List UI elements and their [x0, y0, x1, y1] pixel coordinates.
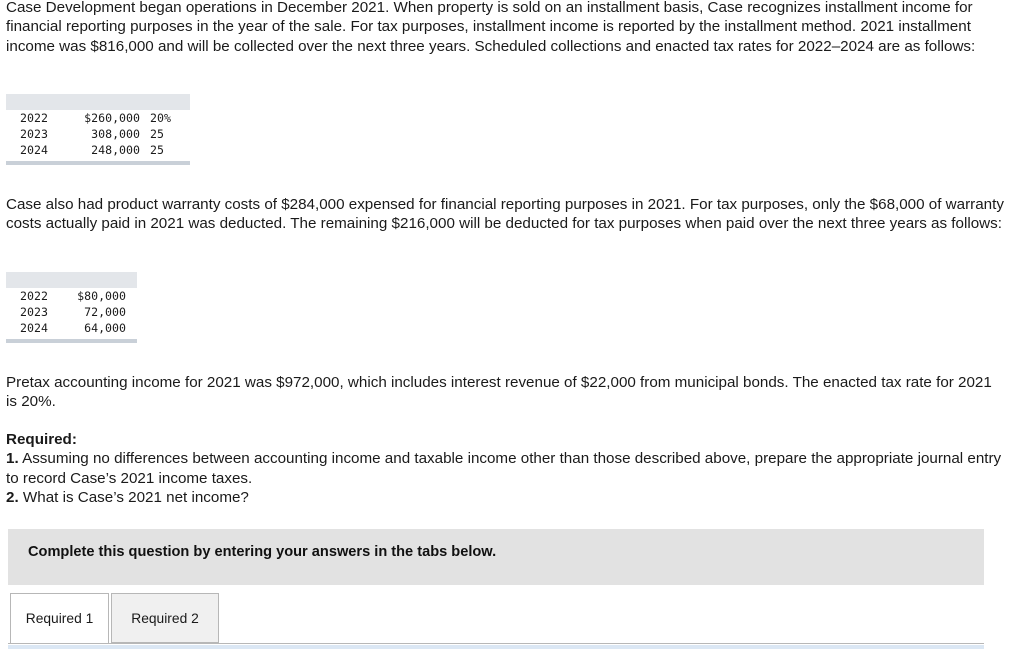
- collections-table: [6, 94, 190, 165]
- required-section: [6, 430, 1006, 507]
- item-number: 2.: [6, 488, 19, 506]
- table-row: [6, 304, 126, 320]
- item-number: 1.: [6, 450, 19, 468]
- year-cell: 2024: [20, 321, 48, 335]
- required-heading: Required:: [6, 431, 77, 448]
- amount-cell: 72,000: [84, 305, 126, 319]
- intro-paragraph: Case Development began operations in December 2021. When property is sold on an installment basis, Case recognizes installment income for financial reporting purposes in the year of the sale. For tax purposes, installment income is reported by the installment method. 2021 installment income was $816,000 and will be collected over the next three years. Scheduled collections and enacted tax rates for 2022–2024 are as follows:: [6, 0, 976, 55]
- required-item-1: [6, 449, 1006, 488]
- instructions-banner: [8, 529, 984, 585]
- table-row: [6, 320, 126, 336]
- year-cell: 2023: [20, 127, 48, 141]
- year-cell: 2023: [20, 305, 48, 319]
- banner-text: Complete this question by entering your answers in the tabs below.: [28, 544, 497, 560]
- warranty-paragraph: Case also had product warranty costs of $284,000 expensed for financial reporting purposes in 2021. For tax purposes, only the $68,000 of warranty costs actually paid in 2021 was deducted. The remaining $216,000 will be deducted for tax purposes when paid over the next three years as follows:: [6, 196, 1004, 233]
- rate-cell: 25: [150, 143, 164, 157]
- warranty-table: [6, 272, 137, 343]
- table-header-bar: [6, 94, 190, 110]
- required-item-2: [6, 488, 1006, 507]
- amount-cell: 248,000: [91, 143, 140, 157]
- amount-cell: 64,000: [84, 321, 126, 335]
- rate-cell: 25: [150, 127, 164, 141]
- rate-cell: 20%: [150, 111, 171, 125]
- table-footer-bar: [6, 161, 190, 165]
- amount-cell: $260,000: [84, 111, 140, 125]
- item-text: What is Case’s 2021 net income?: [22, 488, 249, 506]
- item-text: Assuming no differences between accounting income and taxable income other than those described above, prepare the appropriate journal entry to record Case’s 2021 income taxes.: [6, 450, 1002, 487]
- table-row: [6, 110, 186, 126]
- tab-required-2[interactable]: Required 2: [111, 593, 219, 643]
- table-header-bar: [6, 272, 137, 288]
- tab-required-1[interactable]: Required 1: [10, 593, 109, 643]
- table-footer-bar: [6, 339, 137, 343]
- year-cell: 2022: [20, 289, 48, 303]
- table-row: [6, 142, 186, 158]
- amount-cell: $80,000: [77, 289, 126, 303]
- pretax-paragraph: Pretax accounting income for 2021 was $972,000, which includes interest revenue of $22,000 from municipal bonds. The enacted tax rate for 2021 is 20%.: [6, 374, 992, 411]
- table-row: [6, 288, 126, 304]
- table-row: [6, 126, 186, 142]
- tab-panel-top-edge: [8, 645, 984, 649]
- year-cell: 2022: [20, 111, 48, 125]
- year-cell: 2024: [20, 143, 48, 157]
- amount-cell: 308,000: [91, 127, 140, 141]
- tab-divider: [8, 643, 984, 644]
